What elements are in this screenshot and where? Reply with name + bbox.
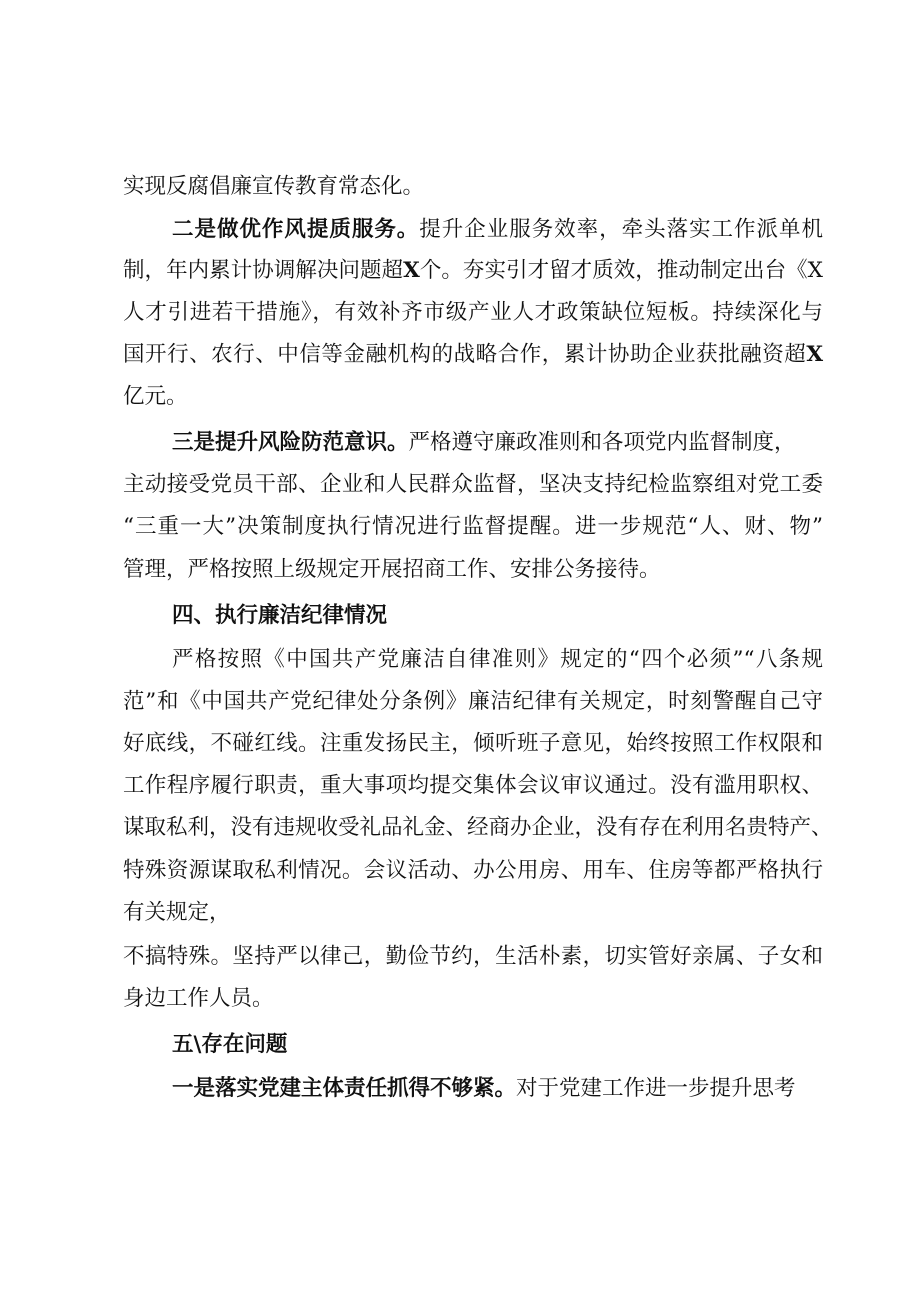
lead-phrase: 三是提升风险防范意识。 xyxy=(172,430,409,455)
text-line: 范”和《中国共产党纪律处分条例》廉洁纪律有关规定，时刻警醒自己守 xyxy=(123,689,823,714)
text-line: 有关规定， xyxy=(123,900,231,925)
text-line: 不搞特殊。坚持严以律己，勤俭节约，生活朴素，切实管好亲属、子女和 xyxy=(123,944,823,969)
text-line: 一是落实党建主体责任抓得不够紧。对于党建工作进一步提升思考 xyxy=(172,1076,796,1101)
text-line: 主动接受党员干部、企业和人民群众监督，坚决支持纪检监察组对党工委 xyxy=(123,472,823,497)
text-line: 特殊资源谋取私利情况。会议活动、办公用房、用车、住房等都严格执行 xyxy=(123,858,823,883)
text-line: 亿元。 xyxy=(123,384,188,409)
text-line: 身边工作人员。 xyxy=(123,986,274,1011)
text-line: 实现反腐倡廉宣传教育常态化。 xyxy=(123,174,425,199)
text-line: 二是做优作风提质服务。提升企业服务效率，牵头落实工作派单机 xyxy=(172,217,823,242)
section-heading: 五\存在问题 xyxy=(172,1032,288,1057)
text-line: 谋取私利，没有违规收受礼品礼金、经商办企业，没有存在利用名贵特产、 xyxy=(123,815,833,840)
text-line: 好底线，不碰红线。注重发扬民主，倾听班子意见，始终按照工作权限和 xyxy=(123,731,823,756)
text-line: 制，年内累计协调解决问题超X个。夯实引才留才质效，推动制定出台《X xyxy=(123,258,823,283)
section-heading: 四、执行廉洁纪律情况 xyxy=(172,603,388,628)
text-line: 三是提升风险防范意识。严格遵守廉政准则和各项党内监督制度， xyxy=(172,430,796,455)
text-line: 国开行、农行、中信等金融机构的战略合作，累计协助企业获批融资超X xyxy=(123,342,823,367)
text-line: 管理，严格按照上级规定开展招商工作、安排公务接待。 xyxy=(123,557,661,582)
lead-phrase: 一是落实党建主体责任抓得不够紧。 xyxy=(172,1076,517,1101)
lead-phrase: 二是做优作风提质服务。 xyxy=(172,217,420,242)
text-line: 严格按照《中国共产党廉洁自律准则》规定的“四个必须”“八条规 xyxy=(172,647,823,672)
text-line: “三重一大”决策制度执行情况进行监督提醒。进一步规范“人、财、物” xyxy=(123,514,823,539)
text-line: 人才引进若干措施》，有效补齐市级产业人才政策缺位短板。持续深化与 xyxy=(123,300,823,325)
text-line: 工作程序履行职责，重大事项均提交集体会议审议通过。没有滥用职权、 xyxy=(123,773,823,798)
